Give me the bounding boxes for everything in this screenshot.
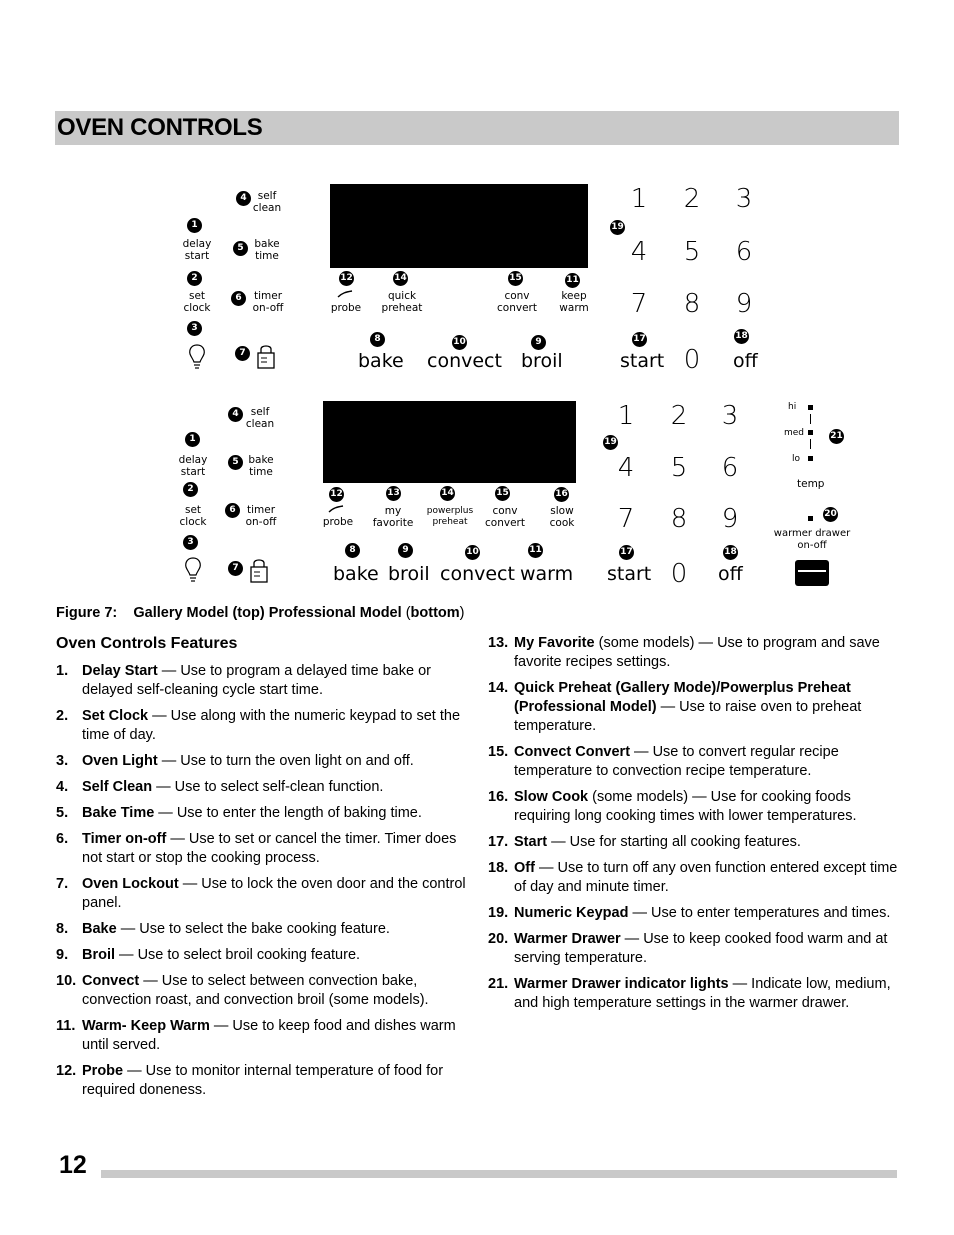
timer-on-off-label[interactable]: timer on-off xyxy=(245,504,277,528)
keypad-9[interactable]: 9 xyxy=(721,504,739,534)
keypad-6[interactable]: 6 xyxy=(735,237,753,267)
feature-item: 14. Quick Preheat (Gallery Mode)/Powerplus Preheat (Professional Model) — Use to raise oven to preheat temperature. xyxy=(488,680,862,734)
feature-item: 3. Oven Light — Use to turn the oven light on and off. xyxy=(56,753,414,769)
probe-button[interactable]: probe xyxy=(330,302,362,314)
callout-badge: 5 xyxy=(233,241,248,256)
lo-indicator-light xyxy=(808,456,813,461)
callout-badge: 21 xyxy=(829,429,844,444)
features-right-column xyxy=(488,634,898,1020)
callout-badge: 18 xyxy=(723,545,738,560)
probe-icon xyxy=(336,289,356,299)
keep-warm-button[interactable]: keep warm xyxy=(559,290,589,314)
start-button[interactable]: start xyxy=(607,563,652,585)
callout-badge: 2 xyxy=(183,482,198,497)
feature-item: 8. Bake — Use to select the bake cooking feature. xyxy=(56,921,390,937)
med-indicator-light xyxy=(808,430,813,435)
oven-lockout-icon[interactable] xyxy=(248,556,270,584)
feature-item: 7. Oven Lockout — Use to lock the oven door and the control panel. xyxy=(56,876,466,911)
powerplus-preheat-button[interactable]: powerplus preheat xyxy=(426,506,474,527)
keypad-1[interactable]: 1 xyxy=(630,184,648,214)
probe-icon xyxy=(327,504,347,514)
feature-item: 4. Self Clean — Use to select self-clean function. xyxy=(56,779,384,795)
callout-badge: 14 xyxy=(440,486,455,501)
feature-item: 15. Convect Convert — Use to convert regular recipe temperature to convection recipe temperature. xyxy=(488,744,839,779)
feature-item: 21. Warmer Drawer indicator lights — Indicate low, medium, and high temperature settings in the warmer drawer. xyxy=(488,976,891,1011)
callout-badge: 10 xyxy=(465,545,480,560)
conv-convert-button[interactable]: conv convert xyxy=(497,290,537,314)
broil-button[interactable]: broil xyxy=(388,563,430,585)
indicator-divider xyxy=(810,439,811,449)
features-left-column xyxy=(56,634,466,1107)
feature-item: 18. Off — Use to turn off any oven function entered except time of day and minute timer. xyxy=(488,860,898,895)
keypad-4[interactable]: 4 xyxy=(617,453,635,483)
keypad-0[interactable]: 0 xyxy=(670,559,688,589)
callout-badge: 11 xyxy=(528,543,543,558)
feature-item: 9. Broil — Use to select broil cooking feature. xyxy=(56,947,361,963)
callout-badge: 15 xyxy=(508,271,523,286)
callout-badge: 6 xyxy=(225,503,240,518)
figure-number: Figure 7: xyxy=(56,605,118,621)
callout-badge: 9 xyxy=(531,335,546,350)
keypad-8[interactable]: 8 xyxy=(670,504,688,534)
callout-badge: 3 xyxy=(187,321,202,336)
callout-badge: 4 xyxy=(236,191,251,206)
feature-item: 13. My Favorite (some models) — Use to program and save favorite recipes settings. xyxy=(488,635,880,670)
bake-time-label[interactable]: bake time xyxy=(248,454,274,478)
off-button[interactable]: off xyxy=(718,563,743,585)
callout-badge: 19 xyxy=(610,220,625,235)
delay-start-label[interactable]: delay start xyxy=(182,238,212,262)
feature-item: 19. Numeric Keypad — Use to enter temperatures and times. xyxy=(488,905,891,921)
convect-button[interactable]: convect xyxy=(440,563,515,585)
oven-light-icon[interactable] xyxy=(183,556,203,584)
callout-badge: 10 xyxy=(452,335,467,350)
temp-button[interactable]: temp xyxy=(797,478,825,490)
callout-badge: 4 xyxy=(228,407,243,422)
keypad-1[interactable]: 1 xyxy=(617,401,635,431)
footer-rule xyxy=(101,1170,897,1178)
keypad-8[interactable]: 8 xyxy=(683,289,701,319)
callout-badge: 1 xyxy=(187,218,202,233)
off-button[interactable]: off xyxy=(733,350,758,372)
oven-light-icon[interactable] xyxy=(187,343,207,371)
callout-badge: 1 xyxy=(185,432,200,447)
hi-indicator-label: hi xyxy=(788,402,797,412)
hi-indicator-light xyxy=(808,405,813,410)
keypad-7[interactable]: 7 xyxy=(630,289,648,319)
callout-badge: 12 xyxy=(329,487,344,502)
feature-item: 5. Bake Time — Use to enter the length of baking time. xyxy=(56,805,422,821)
bake-button[interactable]: bake xyxy=(358,350,404,372)
callout-badge: 2 xyxy=(187,271,202,286)
display-screen xyxy=(323,401,576,483)
callout-badge: 3 xyxy=(183,535,198,550)
callout-badge: 7 xyxy=(235,346,250,361)
slow-cook-button[interactable]: slow cook xyxy=(549,505,575,529)
section-header xyxy=(55,111,899,145)
bake-button[interactable]: bake xyxy=(333,563,379,585)
keypad-9[interactable]: 9 xyxy=(735,289,753,319)
feature-item: 11. Warm- Keep Warm — Use to keep food and dishes warm until served. xyxy=(56,1018,456,1053)
figure-caption: Figure 7: Gallery Model (top) Professional Model (bottom) xyxy=(56,605,465,621)
callout-badge: 14 xyxy=(393,271,408,286)
indicator-divider xyxy=(810,414,811,424)
bake-time-label[interactable]: bake time xyxy=(254,238,280,262)
callout-badge: 20 xyxy=(823,507,838,522)
feature-item: 17. Start — Use for starting all cooking features. xyxy=(488,834,801,850)
keypad-3[interactable]: 3 xyxy=(721,401,739,431)
display-screen xyxy=(330,184,588,268)
feature-item: 6. Timer on-off — Use to set or cancel the timer. Timer does not start or stop the cooking process. xyxy=(56,831,457,866)
keypad-2[interactable]: 2 xyxy=(670,401,688,431)
timer-on-off-label[interactable]: timer on-off xyxy=(252,290,284,314)
warm-button[interactable]: warm xyxy=(520,563,574,585)
figure-text: Gallery Model (top) Professional Model xyxy=(133,605,406,621)
callout-badge: 19 xyxy=(603,435,618,450)
warmer-drawer-indicator xyxy=(808,516,813,521)
broil-button[interactable]: broil xyxy=(521,350,563,372)
lo-indicator-label: lo xyxy=(792,454,801,464)
callout-badge: 6 xyxy=(231,291,246,306)
callout-badge: 7 xyxy=(228,561,243,576)
keypad-6[interactable]: 6 xyxy=(721,453,739,483)
set-clock-label[interactable]: set clock xyxy=(183,290,211,314)
feature-item: 12. Probe — Use to monitor internal temperature of food for required doneness. xyxy=(56,1063,444,1098)
feature-item: 2. Set Clock — Use along with the numeric keypad to set the time of day. xyxy=(56,708,461,743)
feature-item: 1. Delay Start — Use to program a delayed time bake or delayed self-cleaning cycle start time. xyxy=(56,663,431,698)
set-clock-label[interactable]: set clock xyxy=(179,504,207,528)
warmer-drawer-icon[interactable] xyxy=(794,559,830,587)
keypad-4[interactable]: 4 xyxy=(630,237,648,267)
conv-convert-button[interactable]: conv convert xyxy=(485,505,525,529)
med-indicator-label: med xyxy=(784,428,805,438)
self-clean-label[interactable]: self clean xyxy=(252,190,282,214)
callout-badge: 17 xyxy=(619,545,634,560)
keypad-3[interactable]: 3 xyxy=(735,184,753,214)
keypad-0[interactable]: 0 xyxy=(683,345,701,375)
callout-badge: 18 xyxy=(734,329,749,344)
keypad-2[interactable]: 2 xyxy=(683,184,701,214)
page-title: OVEN CONTROLS xyxy=(57,114,263,141)
delay-start-label[interactable]: delay start xyxy=(178,454,208,478)
my-favorite-button[interactable]: my favorite xyxy=(372,505,414,529)
feature-item: 16. Slow Cook (some models) — Use for cooking foods requiring long cooking times with lower temperatures. xyxy=(488,789,857,824)
callout-badge: 5 xyxy=(228,455,243,470)
convect-button[interactable]: convect xyxy=(427,350,502,372)
callout-badge: 13 xyxy=(386,486,401,501)
callout-badge: 11 xyxy=(565,273,580,288)
callout-badge: 9 xyxy=(398,543,413,558)
keypad-5[interactable]: 5 xyxy=(683,237,701,267)
probe-button[interactable]: probe xyxy=(322,516,354,528)
features-heading: Oven Controls Features xyxy=(56,635,238,652)
keypad-7[interactable]: 7 xyxy=(617,504,635,534)
callout-badge: 8 xyxy=(370,332,385,347)
callout-badge: 12 xyxy=(339,271,354,286)
page-number: 12 xyxy=(59,1151,87,1179)
warmer-drawer-label: warmer drawer on-off xyxy=(773,528,851,551)
self-clean-label[interactable]: self clean xyxy=(245,406,275,430)
oven-lockout-icon[interactable] xyxy=(255,342,277,370)
feature-item: 10. Convect — Use to select between convection bake, convection roast, and convection broil (some models). xyxy=(56,973,429,1008)
keypad-5[interactable]: 5 xyxy=(670,453,688,483)
start-button[interactable]: start xyxy=(620,350,665,372)
callout-badge: 15 xyxy=(495,486,510,501)
callout-badge: 16 xyxy=(554,487,569,502)
callout-badge: 17 xyxy=(632,332,647,347)
feature-item: 20. Warmer Drawer — Use to keep cooked food warm and at serving temperature. xyxy=(488,931,888,966)
callout-badge: 8 xyxy=(345,543,360,558)
quick-preheat-button[interactable]: quick preheat xyxy=(381,290,423,314)
